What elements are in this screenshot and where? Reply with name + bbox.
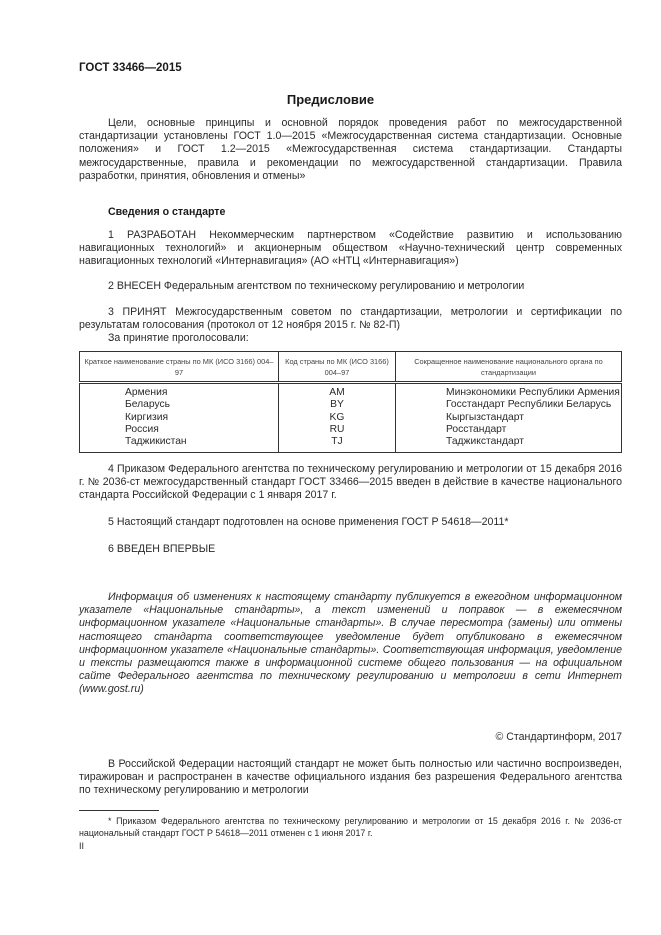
item-2-text: 2 ВНЕСЕН Федеральным агентством по техническому регулированию и метрологии xyxy=(108,280,525,292)
cell-body: Таджикстандарт xyxy=(396,436,622,453)
column-header-code: Код страны по МК (ИСО 3166) 004–97 xyxy=(279,352,396,383)
table-row xyxy=(80,412,622,424)
item-1-text: 1 РАЗРАБОТАН Некоммерческим партнерством «Содействие развитию и использованию навигационных технологий» и акционерным обществом «Научно-технический центр современных навигационных технологий «Интернавигация» (АО «НТЦ «Интернавигация») xyxy=(79,229,622,268)
table-row xyxy=(80,424,622,436)
item-4 xyxy=(79,463,622,503)
cell-code: BY xyxy=(279,399,396,411)
item-2 xyxy=(79,280,622,293)
copyright: © Стандартинформ, 2017 xyxy=(495,731,622,743)
item-3-text: 3 ПРИНЯТ Межгосударственным советом по стандартизации, метрологии и сертификации по результатам голосования (протокол от 12 ноября 2015 г. № 82-П) xyxy=(79,306,622,332)
info-notice xyxy=(79,591,622,697)
cell-country: Россия xyxy=(80,424,279,436)
reproduction-notice xyxy=(79,758,622,798)
reproduction-notice-text: В Российской Федерации настоящий стандарт не может быть полностью или частично воспроизведен, тиражирован и распространен в качестве официального издания без разрешения Федерального агентства по техническому регулированию и метрологии xyxy=(79,758,622,797)
intro-paragraph xyxy=(79,117,622,183)
item-5 xyxy=(79,516,622,529)
item-3 xyxy=(79,306,622,346)
cell-code: KG xyxy=(279,412,396,424)
info-notice-text: Информация об изменениях к настоящему стандарту публикуется в ежегодном информационном указателе «Национальные стандарты», а текст изменений и поправок — в ежемесячном информационном указателе «Национальные стандарты». В случае пересмотра (замены) или отмены настоящего стандарта соответствующее уведомление будет опубликовано в ежемесячном информационном указателе «Национальные стандарты». Соответствующая информация, уведомление и тексты размещаются также в информационной системе общего пользования — на официальном сайте Федерального агентства по техническому регулированию и метрологии в сети Интернет (www.gost.ru) xyxy=(79,591,622,696)
cell-country: Киргизия xyxy=(80,412,279,424)
document-number: ГОСТ 33466—2015 xyxy=(79,62,182,74)
footnote xyxy=(79,815,622,839)
cell-body: Росстандарт xyxy=(396,424,622,436)
footnote-divider xyxy=(79,810,159,811)
page-title: Предисловие xyxy=(286,92,375,107)
cell-code: AM xyxy=(279,383,396,400)
item-1 xyxy=(79,229,622,269)
cell-country: Таджикистан xyxy=(80,436,279,453)
section-heading: Сведения о стандарте xyxy=(108,206,226,218)
cell-body: Кыргызстандарт xyxy=(396,412,622,424)
column-header-body: Сокращенное наименование национального органа по стандартизации xyxy=(396,352,622,383)
cell-country: Армения xyxy=(80,383,279,400)
item-6 xyxy=(79,543,622,556)
cell-country: Беларусь xyxy=(80,399,279,411)
item-4-text: 4 Приказом Федерального агентства по техническому регулированию и метрологии от 15 декабря 2016 г. № 2036-ст межгосударственный стандарт ГОСТ 33466—2015 введен в действие в качестве национального стандарта Российской Федерации с 1 января 2017 г. xyxy=(79,463,622,502)
cell-code: TJ xyxy=(279,436,396,453)
footnote-text: * Приказом Федерального агентства по техническому регулированию и метрологии от 15 декабря 2016 г. № 2036-ст национальный стандарт ГОСТ Р 54618—2011 отменен с 1 июня 2017 г. xyxy=(79,816,622,838)
intro-text: Цели, основные принципы и основной порядок проведения работ по межгосударственной стандартизации установлены ГОСТ 1.0—2015 «Межгосударственная система стандартизации. Основные положения» и ГОСТ 1.2—2015 «Межгосударственная система стандартизации. Стандарты межгосударственные, правила и рекомендации по межгосударственной стандартизации. Правила разработки, принятия, обновления и отмены» xyxy=(79,117,622,182)
cell-body: Госстандарт Республики Беларусь xyxy=(396,399,622,411)
item-5-text: 5 Настоящий стандарт подготовлен на основе применения ГОСТ Р 54618—2011* xyxy=(108,516,509,528)
item-6-text: 6 ВВЕДЕН ВПЕРВЫЕ xyxy=(108,543,216,555)
table-row xyxy=(80,383,622,400)
column-header-country: Краткое наименование страны по МК (ИСО 3166) 004–97 xyxy=(80,352,279,383)
table-row xyxy=(80,436,622,453)
page-number: II xyxy=(79,841,85,851)
item-3-voted: За принятие проголосовали: xyxy=(108,332,249,345)
cell-code: RU xyxy=(279,424,396,436)
table-row xyxy=(80,399,622,411)
cell-body: Минэкономики Республики Армения xyxy=(396,383,622,400)
voting-table xyxy=(79,351,622,453)
table-header-row xyxy=(80,352,622,383)
